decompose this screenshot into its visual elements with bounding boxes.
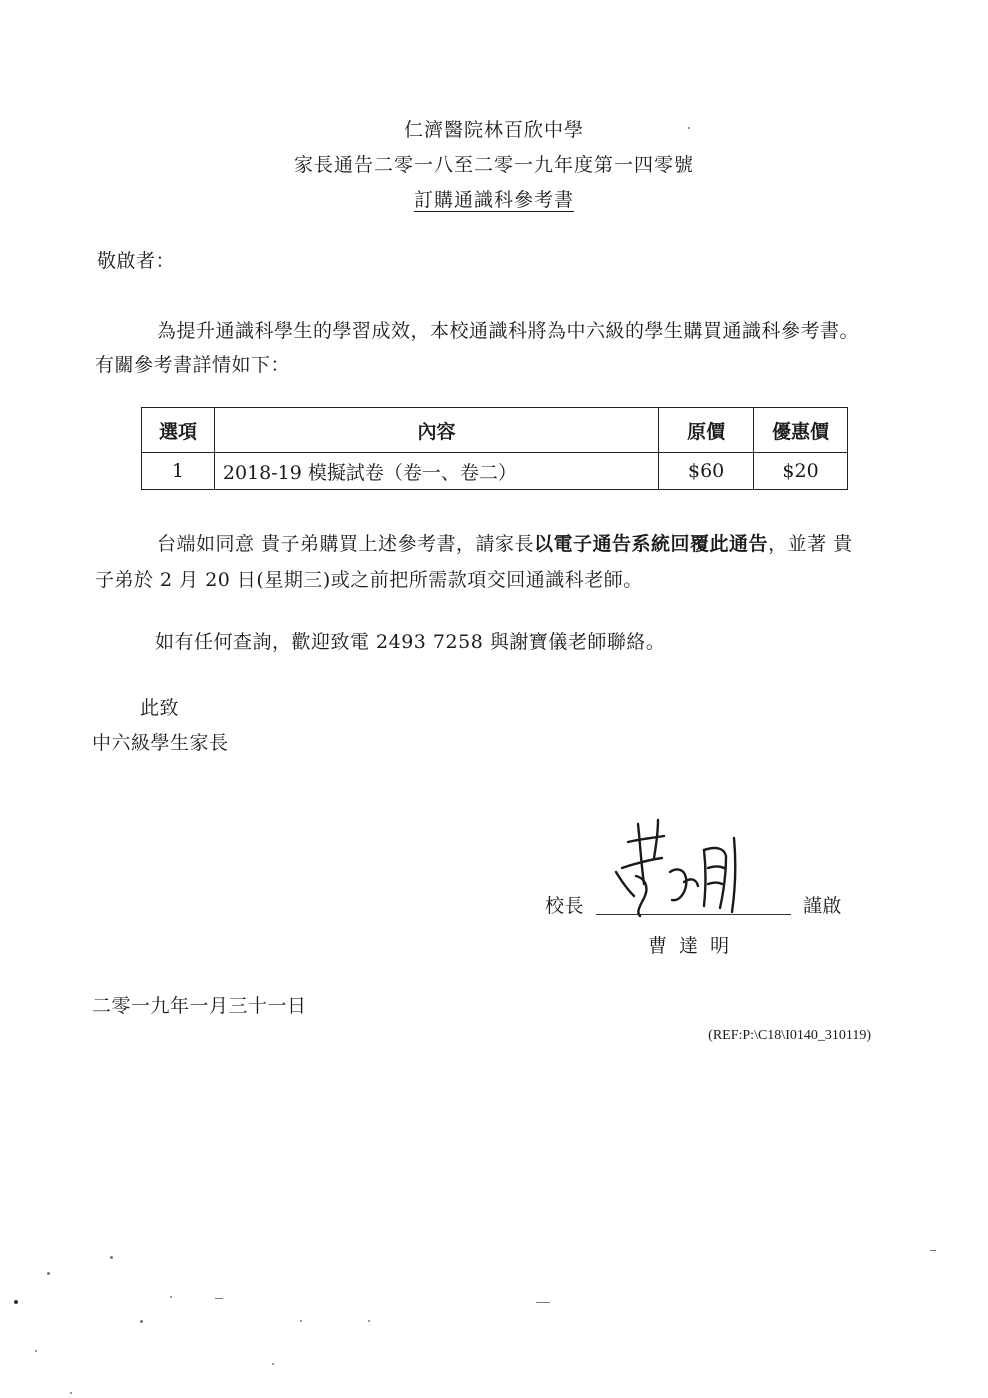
scan-speck [368, 1320, 370, 1322]
cell-original-price: $60 [659, 453, 754, 490]
closing-regards: 此致 [140, 697, 180, 719]
principal-title: 校長 [545, 895, 585, 917]
header-discount-price: 優惠價 [754, 408, 848, 453]
salutation: 敬啟者： [97, 250, 176, 272]
instruction-line-2: 子弟於 2 月 20 日(星期三)或之前把所需款項交回通識科老師。 [95, 569, 643, 591]
notice-date: 二零一九年一月三十一日 [92, 995, 307, 1017]
principal-name: 曹 達 明 [648, 935, 733, 957]
closing-recipient: 中六級學生家長 [92, 732, 229, 754]
reference-code: (REF:P:\C18\I0140_310119) [708, 1028, 871, 1043]
table-row [142, 453, 848, 490]
cell-discount-price: $20 [754, 453, 848, 490]
handwritten-signature [600, 812, 770, 922]
scan-speck [14, 1300, 18, 1304]
instruction-text-a: 台端如同意 貴子弟購買上述參考書，請家長 [157, 533, 535, 555]
notice-subject: 訂購通識科參考書 [413, 189, 574, 211]
header-original-price: 原價 [659, 408, 754, 453]
notice-number: 家長通告二零一八至二零一九年度第一四零號 [293, 154, 694, 176]
scan-speck [170, 1296, 172, 1298]
cell-option: 1 [142, 453, 215, 490]
intro-line-1: 為提升通識科學生的學習成效，本校通識科將為中六級的學生購買通識科參考書。 [157, 320, 860, 342]
scan-speck [70, 1392, 72, 1394]
cell-content: 2018-19 模擬試卷（卷一、卷二） [214, 453, 658, 490]
header-content: 內容 [214, 408, 658, 453]
scan-speck [47, 1272, 50, 1275]
school-name: 仁濟醫院林百欣中學 [403, 119, 584, 141]
instruction-text-b: ，並著 貴 [768, 533, 853, 555]
scan-speck [110, 1256, 113, 1259]
scan-speck [300, 1320, 302, 1322]
scan-speck [215, 1298, 223, 1299]
respectfully-text: 謹啟 [803, 895, 843, 917]
scan-speck [688, 127, 690, 129]
book-table [141, 407, 848, 490]
scan-speck [272, 1363, 274, 1365]
header-option: 選項 [142, 408, 215, 453]
scan-speck [536, 1302, 550, 1303]
subject-line-wrap [0, 185, 988, 212]
scan-speck [35, 1350, 37, 1352]
scan-speck [930, 1250, 936, 1251]
intro-line-2: 有關參考書詳情如下： [95, 354, 291, 376]
scan-speck [140, 1320, 143, 1323]
enquiry-line: 如有任何查詢，歡迎致電 2493 7258 與謝寶儀老師聯絡。 [155, 631, 666, 653]
instruction-line-1 [157, 526, 853, 562]
table-header-row [142, 408, 848, 453]
instruction-emphasis: 以電子通告系統回覆此通告 [534, 533, 769, 555]
